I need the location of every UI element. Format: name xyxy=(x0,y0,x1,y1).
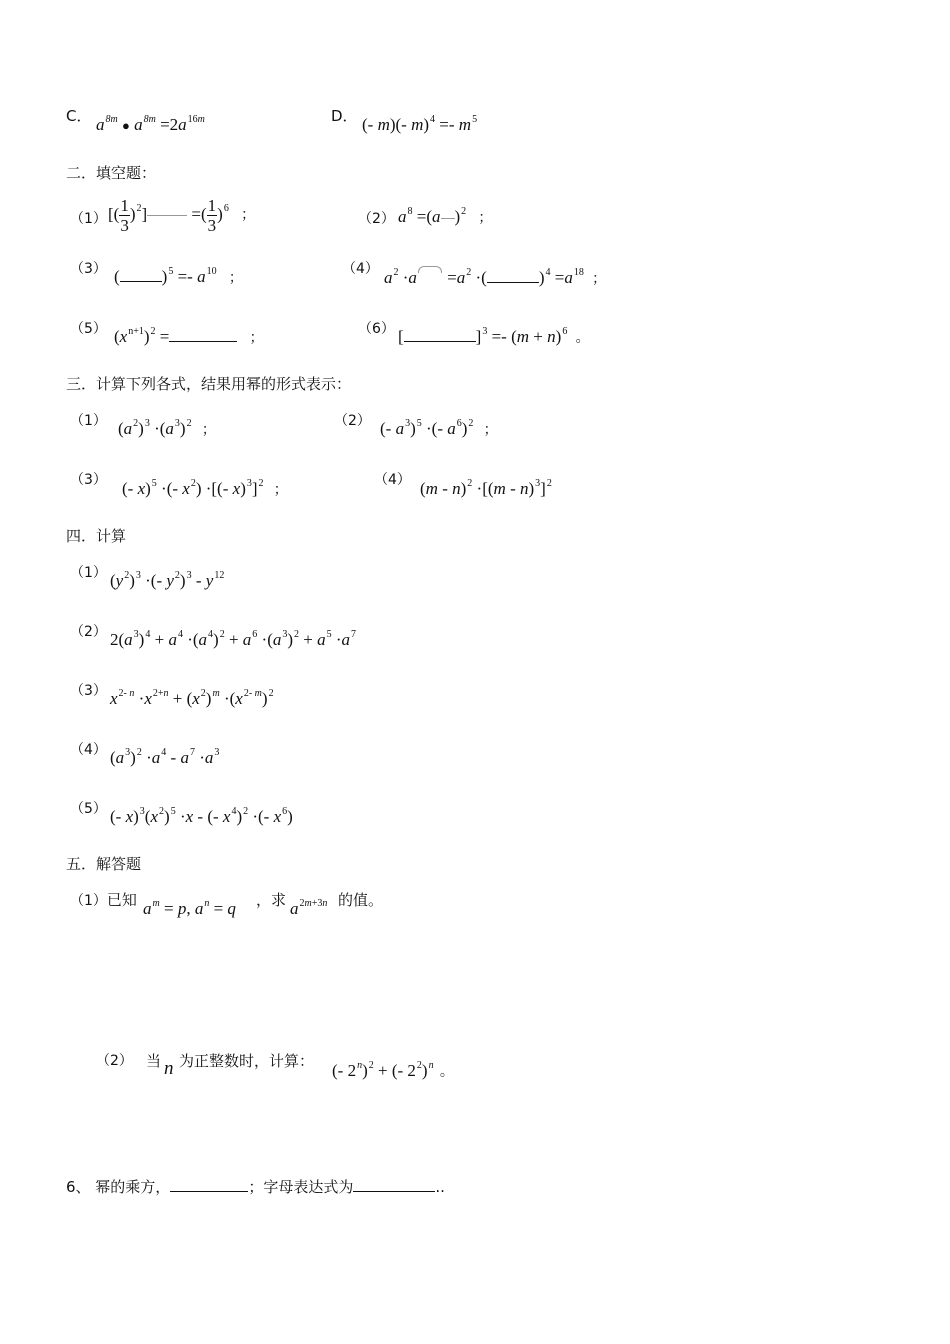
section-3-title: 三．计算下列各式，结果用幂的形式表示： xyxy=(66,375,352,393)
s2-item2-formula: $a^8 =(a$ )$^2$ ； xyxy=(398,206,493,226)
s5-q1-condition: $a^m = p$, $a^n = q$ xyxy=(143,898,236,918)
s2-item3-num: （3） xyxy=(70,261,107,277)
choice-d-formula: (- m)(- $m)^4 =- m^5$ xyxy=(362,114,478,134)
s3-item3-formula: (- x)$^5$ ·(- $x^2$) ·[(- x)$^3$]$^2$ ； xyxy=(122,478,288,498)
s2-item5-num: （5） xyxy=(70,321,107,337)
s3-item2-num: （2） xyxy=(334,413,371,429)
s5-q2-text2: 为正整数时，计算： xyxy=(179,1052,315,1070)
s3-item4-formula: (m - n)$^2$ ·[(m - n)$^3$]$^2$ xyxy=(420,478,552,498)
s3-item3-end: ； xyxy=(273,482,288,498)
s4-item5-num: （5） xyxy=(70,801,107,817)
s2-item3-end: ； xyxy=(228,270,243,286)
s6-mid: ；字母表达式为 xyxy=(248,1178,354,1196)
section-2-title: 二．填空题： xyxy=(66,164,157,182)
s2-item6-formula: [ ]$^3 =- (m + n)^6$ 。 xyxy=(398,326,590,346)
s5-q1-target: $a^{2m+3n}$ xyxy=(290,898,328,918)
s4-item1-formula: $(y^2)^3$ ·(- $y^2)^3 - y^{12}$ xyxy=(110,570,225,590)
s3-item2-formula: (- $a^3)^5$ ·(- $a^6)^2$ ； xyxy=(380,418,498,438)
choice-c-label: C． xyxy=(66,107,92,125)
section-6-line xyxy=(66,1176,445,1197)
s2-item1-end: ； xyxy=(241,207,256,224)
s2-item6-end: 。 xyxy=(575,330,590,346)
s4-item4-formula: $(a^3)^2 \cdot a^4 - a^7 \cdot a^3$ xyxy=(110,747,220,767)
s2-item6-num: （6） xyxy=(358,321,395,337)
s6-blank-1 xyxy=(170,1177,248,1192)
s6-lead: 6、 幂的乘方， xyxy=(66,1178,171,1196)
s4-item5-formula: (- $x)^3(x^2)^5 \cdot x$ - (- $x^4)^2$ ·(- $x^6$) xyxy=(110,806,293,826)
s5-q1 xyxy=(70,889,137,910)
s4-item1-num: （1） xyxy=(70,565,107,581)
choice-d-label: D． xyxy=(331,107,358,125)
s5-q2-num: （2） xyxy=(96,1053,133,1069)
s5-q2-end: 。 xyxy=(439,1064,454,1080)
s4-item2-formula: $2(a^3)^4 + a^4 \cdot(a^4)^2 + a^6 \cdot(a^3)^2 + a^5 \cdot a^7$ xyxy=(110,629,357,649)
s4-item4-num: （4） xyxy=(70,742,107,758)
s5-q2-text1: 当 xyxy=(146,1052,162,1070)
s2-item1-formula: [( $\frac{1}{3}$ )$^2$] =( $\frac{1}{3}$ )$^6$ ； xyxy=(108,196,256,235)
s5-q1-text1: 已知 xyxy=(106,891,137,909)
s2-item4-num: （4） xyxy=(342,261,379,277)
s5-q1-text2: ，求 xyxy=(256,891,287,909)
s3-item1-num: （1） xyxy=(70,413,107,429)
s2-item5-end: ； xyxy=(249,330,264,346)
s5-q1-text3: 的值。 xyxy=(338,891,384,909)
s4-item2-num: （2） xyxy=(70,624,107,640)
s5-q2-var: n xyxy=(164,1058,174,1079)
choice-c-formula: $a^{8m}$ ● $a^{8m} =2a^{16m}$ xyxy=(96,114,205,134)
s3-item1-end: ； xyxy=(201,422,216,438)
s3-item2-end: ； xyxy=(483,422,498,438)
s3-item1-formula: $(a^2)^3 \cdot(a^3)^2$ ； xyxy=(118,418,216,438)
s3-item3-num: （3） xyxy=(70,472,107,488)
s2-item2-num: （2） xyxy=(358,211,395,227)
s2-item3-formula: ( )$^5 =- a^{10}$ ； xyxy=(114,266,243,286)
s2-item5-formula: $(x^{n+1})^2$ = ； xyxy=(114,326,264,346)
s4-item3-formula: $x^{2- n} \cdot x^{2+n} + (x^2)^m \cdot(x^{2- m})^2$ xyxy=(110,688,274,708)
s5-q1-num: （1） xyxy=(70,893,107,909)
s6-end: .. xyxy=(435,1178,445,1196)
s2-item4-end: ； xyxy=(592,271,607,287)
s6-blank-2 xyxy=(353,1177,435,1192)
s2-item2-end: ； xyxy=(478,210,493,226)
s5-q2-formula: (- $2^n)^2$ + (- $2^2)^n$ 。 xyxy=(332,1060,454,1080)
s4-item3-num: （3） xyxy=(70,683,107,699)
s2-item4-formula: $a^2 \cdot a =a^2$ ·( )$^4 =a^{18}$ ； xyxy=(384,267,607,287)
s2-item1-num: （1） xyxy=(70,211,107,227)
s3-item4-num: （4） xyxy=(374,472,411,488)
section-4-title: 四．计算 xyxy=(66,527,127,545)
section-5-title: 五．解答题 xyxy=(66,855,142,873)
